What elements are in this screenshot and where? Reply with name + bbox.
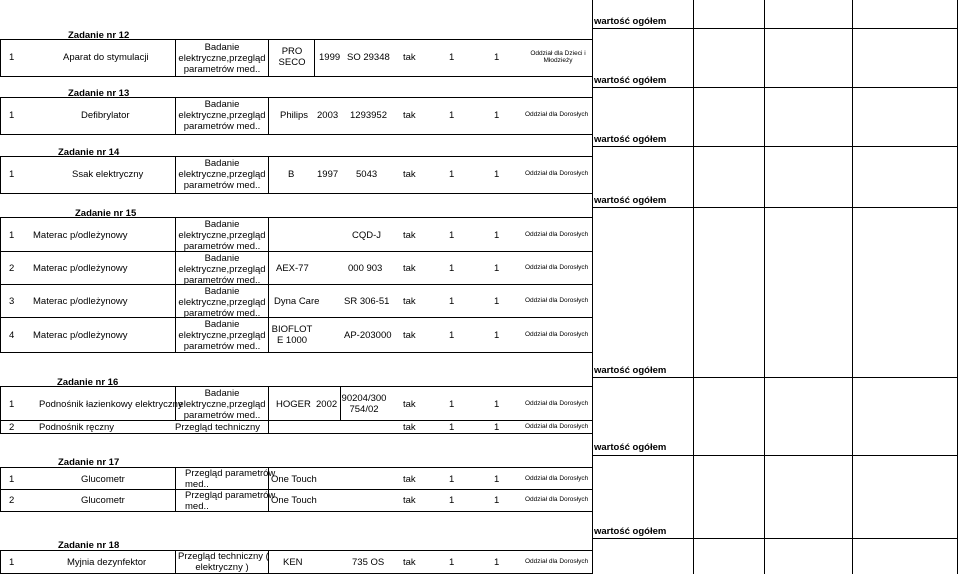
row-q2: 1	[494, 296, 500, 307]
row-dept: Oddział dla Dorosłych	[525, 111, 589, 118]
grid-line	[592, 207, 958, 208]
row-yn: tak	[403, 495, 416, 506]
row-name: Podnośnik łazienkowy elektryczny	[39, 399, 183, 410]
total-label: wartość ogółem	[594, 365, 667, 376]
row-dept: Oddział dla Dorosłych	[525, 231, 589, 238]
row-serial: 5043	[356, 169, 378, 180]
grid-line	[592, 146, 958, 147]
row-q1: 1	[449, 169, 455, 180]
row-serial: SO 29348	[347, 52, 390, 63]
row-lp: 1	[9, 52, 15, 63]
grid-line	[0, 386, 592, 387]
row-name: Glucometr	[81, 495, 125, 506]
row-service: Przegląd parametrów med..	[185, 490, 276, 512]
row-name: Myjnia dezynfektor	[67, 557, 147, 568]
row-lp: 2	[9, 495, 15, 506]
row-type: KEN	[283, 557, 303, 568]
row-service: Badanie elektryczne,przegląd parametrów med..	[178, 99, 266, 132]
grid-line	[0, 97, 592, 98]
row-q1: 1	[449, 263, 455, 274]
row-service: Badanie elektryczne,przegląd parametrów med..	[178, 388, 266, 421]
grid-line	[340, 386, 341, 420]
row-name: Aparat do stymulacji	[63, 52, 149, 63]
grid-line	[175, 550, 176, 573]
grid-line	[268, 97, 269, 134]
row-q1: 1	[449, 474, 455, 485]
section-title: Zadanie nr 16	[57, 377, 119, 388]
row-year: 1999	[319, 52, 341, 63]
row-dept: Oddział dla Dorosłych	[525, 264, 589, 271]
row-name: Defibrylator	[81, 110, 130, 121]
row-serial: 000 903	[348, 263, 383, 274]
grid-line	[0, 511, 592, 512]
row-lp: 4	[9, 330, 15, 341]
row-dept: Oddział dla Dorosłych	[525, 496, 589, 503]
grid-line	[175, 156, 176, 193]
row-name: Materac p/odleżynowy	[33, 230, 128, 241]
grid-line	[0, 156, 1, 193]
row-serial: AP-203000	[344, 330, 392, 341]
row-dept: Oddział dla Dorosłych	[525, 475, 589, 482]
row-type: One Touch	[271, 495, 317, 506]
row-year: 1997	[317, 169, 339, 180]
grid-line	[592, 28, 958, 29]
row-q2: 1	[494, 495, 500, 506]
grid-line	[0, 284, 592, 285]
total-label: wartość ogółem	[594, 442, 667, 453]
row-type: Dyna Care	[274, 296, 320, 307]
row-dept: Oddział dla Dorosłych	[525, 331, 589, 338]
row-yn: tak	[403, 557, 416, 568]
grid-line	[0, 97, 1, 134]
row-name: Podnośnik ręczny	[39, 422, 114, 433]
grid-line	[314, 39, 315, 76]
row-q1: 1	[449, 557, 455, 568]
row-yn: tak	[403, 169, 416, 180]
grid-line	[268, 386, 269, 433]
row-yn: tak	[403, 330, 416, 341]
grid-line	[0, 39, 592, 40]
row-q2: 1	[494, 110, 500, 121]
section-title: Zadanie nr 17	[58, 457, 120, 468]
grid-line	[0, 550, 1, 573]
row-dept: Oddział dla Dzieci i Młodzieży	[530, 50, 586, 65]
row-q1: 1	[449, 230, 455, 241]
row-service: Badanie elektryczne,przegląd parametrów med..	[178, 158, 266, 191]
row-q1: 1	[449, 422, 455, 433]
grid-line	[0, 217, 592, 218]
total-label: wartość ogółem	[594, 75, 667, 86]
grid-line	[175, 39, 176, 76]
row-service: Przegląd techniczny	[175, 422, 261, 433]
grid-line	[592, 87, 958, 88]
row-q2: 1	[494, 52, 500, 63]
grid-line	[0, 550, 592, 551]
grid-line	[0, 352, 592, 353]
grid-line	[175, 217, 176, 352]
row-q2: 1	[494, 557, 500, 568]
row-service: Badanie elektryczne,przegląd parametrów med..	[178, 286, 266, 319]
row-q2: 1	[494, 330, 500, 341]
section-title: Zadanie nr 18	[58, 540, 120, 551]
row-serial: CQD-J	[352, 230, 382, 241]
row-service: Przegląd techniczny ( elektryczny )	[178, 551, 269, 573]
row-type: One Touch	[271, 474, 317, 485]
row-q1: 1	[449, 495, 455, 506]
total-label: wartość ogółem	[594, 526, 667, 537]
total-label: wartość ogółem	[594, 195, 667, 206]
grid-line	[268, 39, 269, 76]
row-serial: 90204/300 754/02	[341, 393, 387, 415]
grid-line	[592, 455, 958, 456]
row-yn: tak	[403, 52, 416, 63]
grid-line	[0, 433, 592, 434]
row-lp: 1	[9, 474, 15, 485]
row-q1: 1	[449, 296, 455, 307]
row-lp: 2	[9, 263, 15, 274]
row-lp: 1	[9, 110, 15, 121]
section-title: Zadanie nr 13	[68, 88, 130, 99]
row-dept: Oddział dla Dorosłych	[525, 400, 589, 407]
grid-line	[0, 39, 1, 76]
grid-line	[175, 97, 176, 134]
row-dept: Oddział dla Dorosłych	[525, 558, 589, 565]
row-serial: SR 306-51	[344, 296, 390, 307]
grid-line	[0, 489, 592, 490]
row-dept: Oddział dla Dorosłych	[525, 423, 589, 430]
row-q2: 1	[494, 474, 500, 485]
row-service: Badanie elektryczne,przegląd parametrów med..	[178, 219, 266, 252]
row-dept: Oddział dla Dorosłych	[525, 170, 589, 177]
row-dept: Oddział dla Dorosłych	[525, 297, 589, 304]
grid-line	[268, 550, 269, 573]
row-lp: 3	[9, 296, 15, 307]
row-year: 2002	[316, 399, 338, 410]
row-yn: tak	[403, 110, 416, 121]
row-q1: 1	[449, 399, 455, 410]
grid-line	[268, 156, 269, 193]
section-title: Zadanie nr 12	[68, 30, 130, 41]
grid-line	[0, 386, 1, 433]
row-yn: tak	[403, 263, 416, 274]
row-name: Materac p/odleżynowy	[33, 296, 128, 307]
row-yn: tak	[403, 296, 416, 307]
grid-line	[0, 217, 1, 352]
row-type: Philips	[280, 110, 308, 121]
grid-line	[0, 193, 592, 194]
row-lp: 1	[9, 230, 15, 241]
row-name: Glucometr	[81, 474, 125, 485]
row-q2: 1	[494, 230, 500, 241]
grid-line	[175, 467, 176, 511]
grid-line	[0, 156, 592, 157]
row-lp: 2	[9, 422, 15, 433]
row-name: Materac p/odleżynowy	[33, 330, 128, 341]
row-yn: tak	[403, 474, 416, 485]
section-title: Zadanie nr 15	[75, 208, 137, 219]
total-label: wartość ogółem	[594, 134, 667, 145]
row-yn: tak	[403, 399, 416, 410]
row-type: B	[288, 169, 295, 180]
row-lp: 1	[9, 557, 15, 568]
row-q2: 1	[494, 399, 500, 410]
row-type: HOGER	[276, 399, 311, 410]
grid-line	[0, 317, 592, 318]
row-q2: 1	[494, 263, 500, 274]
grid-line	[0, 467, 592, 468]
row-service: Przegląd parametrów med..	[185, 468, 276, 490]
section-title: Zadanie nr 14	[58, 147, 120, 158]
row-year: 2003	[317, 110, 339, 121]
grid-line	[592, 377, 958, 378]
grid-line	[0, 467, 1, 511]
row-type: BIOFLOT E 1000	[271, 324, 313, 346]
grid-line	[592, 538, 958, 539]
row-type: PRO SECO	[278, 46, 306, 68]
row-q2: 1	[494, 422, 500, 433]
row-q2: 1	[494, 169, 500, 180]
row-q1: 1	[449, 52, 455, 63]
row-q1: 1	[449, 110, 455, 121]
row-yn: tak	[403, 422, 416, 433]
row-service: Badanie elektryczne,przegląd parametrów med..	[178, 319, 266, 352]
row-lp: 1	[9, 169, 15, 180]
row-lp: 1	[9, 399, 15, 410]
grid-line	[268, 467, 269, 511]
row-service: Badanie elektryczne,przegląd parametrów med..	[178, 253, 266, 286]
row-yn: tak	[403, 230, 416, 241]
total-label: wartość ogółem	[594, 16, 667, 27]
row-name: Ssak elektryczny	[72, 169, 144, 180]
grid-line	[268, 217, 269, 352]
row-serial: 735 OS	[352, 557, 385, 568]
row-type: AEX-77	[276, 263, 309, 274]
grid-line	[0, 420, 592, 421]
grid-line	[175, 386, 176, 420]
grid-line	[0, 251, 592, 252]
grid-line	[0, 134, 592, 135]
grid-line	[0, 76, 592, 77]
row-name: Materac p/odleżynowy	[33, 263, 128, 274]
row-service: Badanie elektryczne,przegląd parametrów med..	[178, 42, 266, 75]
row-serial: 1293952	[350, 110, 387, 121]
row-q1: 1	[449, 330, 455, 341]
